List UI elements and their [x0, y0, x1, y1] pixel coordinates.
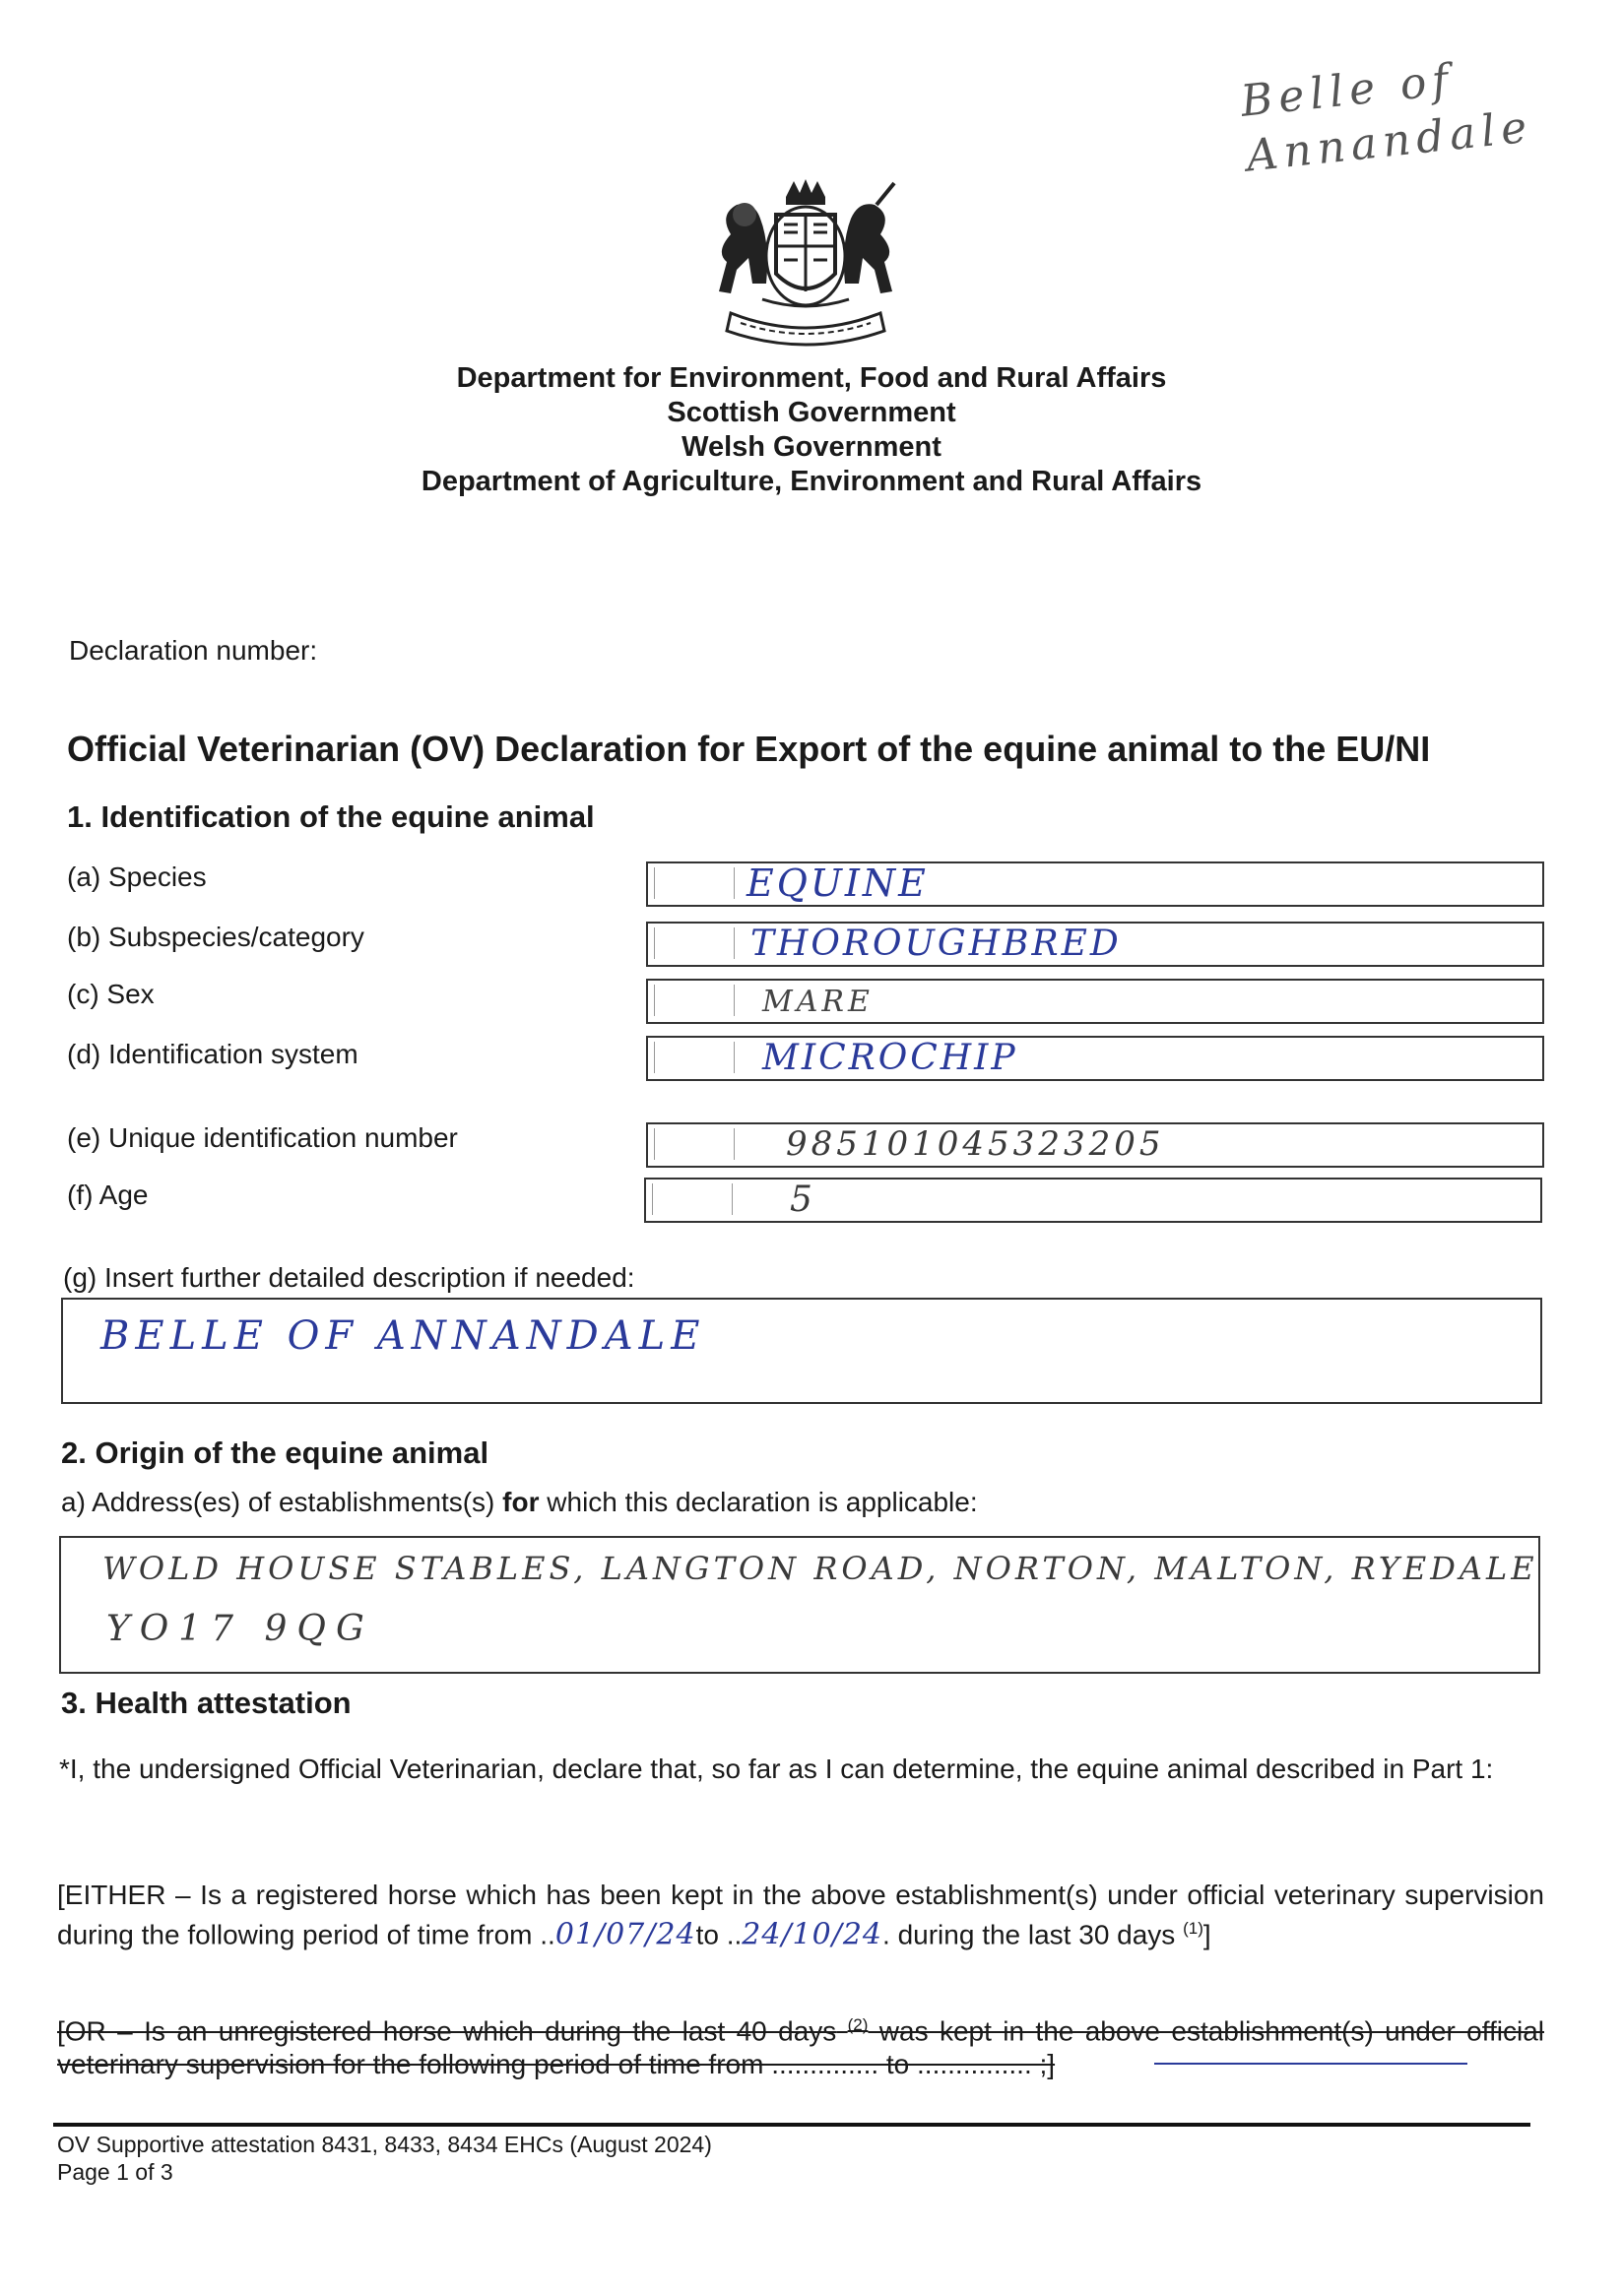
- address-label: [61, 1487, 978, 1518]
- department-defra: Department for Environment, Food and Rural Affairs: [456, 362, 1167, 394]
- description-value: BELLE OF ANNANDALE: [100, 1313, 706, 1359]
- uid-value: 985101045323205: [786, 1124, 1165, 1164]
- royal-coat-of-arms-icon: [701, 175, 910, 352]
- description-field[interactable]: [61, 1298, 1542, 1404]
- address-label-post: which this declaration is applicable:: [539, 1487, 978, 1517]
- or-clause-struck: [57, 2009, 1544, 2081]
- subspecies-field[interactable]: [646, 922, 1544, 967]
- age-label: (f) Age: [67, 1180, 149, 1210]
- or-text-1: [OR – Is an unregistered horse which during the last 40 days: [57, 2015, 837, 2047]
- field-stub: [654, 867, 735, 899]
- department-welsh: Welsh Government: [682, 431, 941, 463]
- date-from-value: 01/07/24: [554, 1917, 696, 1952]
- field-stub: [654, 985, 735, 1016]
- species-field[interactable]: [646, 861, 1544, 907]
- species-value: EQUINE: [747, 861, 929, 905]
- description-label: (g) Insert further detailed description if needed:: [63, 1262, 635, 1293]
- sex-label: (c) Sex: [67, 979, 155, 1009]
- subspecies-value: THOROUGHBRED: [750, 924, 1122, 964]
- page-number: [57, 2157, 173, 2187]
- field-stub: [652, 1183, 733, 1215]
- address-field[interactable]: [59, 1536, 1540, 1674]
- attestation-intro: *I, the undersigned Official Veterinarian, declare that, so far as I can determine, the equine animal described in Part 1:: [59, 1754, 1494, 1784]
- either-to: to ..: [695, 1919, 743, 1950]
- field-stub: [654, 927, 735, 959]
- date-to-value: 24/10/24: [742, 1917, 883, 1952]
- age-value: 5: [790, 1180, 816, 1220]
- annotation-text: Belle of Annandale: [1238, 54, 1535, 182]
- page-word: Page: [57, 2159, 117, 2185]
- section2-heading: 2. Origin of the equine animal: [61, 1435, 489, 1470]
- page-total: of 3: [128, 2159, 173, 2185]
- either-text-1: [EITHER – Is a registered horse which has been kept in the above establishment(s) under official veterinary supervision during the following period of time from ..: [57, 1880, 1544, 1950]
- department-daera: Department of Agriculture, Environment and Rural Affairs: [421, 466, 1202, 497]
- id-system-label: (d) Identification system: [67, 1039, 358, 1069]
- age-field[interactable]: [644, 1178, 1542, 1223]
- field-stub: [654, 1042, 735, 1073]
- footer-rule: [53, 2123, 1530, 2127]
- address-line-2: YO17 9QG: [106, 1609, 374, 1649]
- or-footnote: (2): [847, 2015, 869, 2034]
- either-text-2: . during the last 30 days: [882, 1919, 1176, 1950]
- section1-heading: 1. Identification of the equine animal: [67, 799, 595, 834]
- handwritten-annotation: [1238, 35, 1622, 184]
- species-label: (a) Species: [67, 861, 207, 892]
- strike-line: [1154, 2063, 1467, 2065]
- sex-field[interactable]: [646, 979, 1544, 1024]
- page-title: Official Veterinarian (OV) Declaration for Export of the equine animal to the EU/NI: [67, 729, 1431, 769]
- declaration-number-label: Declaration number:: [69, 635, 318, 666]
- address-line-1: WOLD HOUSE STABLES, LANGTON ROAD, NORTON, MALTON, RYEDALE: [102, 1550, 1538, 1587]
- id-system-value: MICROCHIP: [762, 1038, 1018, 1078]
- page-current: 1: [116, 2159, 129, 2185]
- uid-label: (e) Unique identification number: [67, 1122, 458, 1153]
- footer-reference: OV Supportive attestation 8431, 8433, 8434 EHCs (August 2024): [57, 2132, 712, 2157]
- either-close: ]: [1202, 1919, 1211, 1950]
- sex-value: MARE: [762, 985, 874, 1019]
- either-footnote: (1): [1183, 1919, 1203, 1938]
- section3-heading: 3. Health attestation: [61, 1686, 352, 1720]
- id-system-field[interactable]: [646, 1036, 1544, 1081]
- uid-field[interactable]: [646, 1122, 1544, 1168]
- or-text-2: was kept in the above establishment(s) under official veterinary supervision for the following period of time from .............. to ............... ;]: [57, 2015, 1544, 2080]
- field-stub: [654, 1128, 735, 1160]
- subspecies-label: (b) Subspecies/category: [67, 922, 364, 952]
- address-label-bold: for: [502, 1487, 540, 1517]
- department-scottish: Scottish Government: [667, 397, 956, 428]
- either-clause: [57, 1879, 1544, 1951]
- address-label-pre: a) Address(es) of establishments(s): [61, 1487, 503, 1517]
